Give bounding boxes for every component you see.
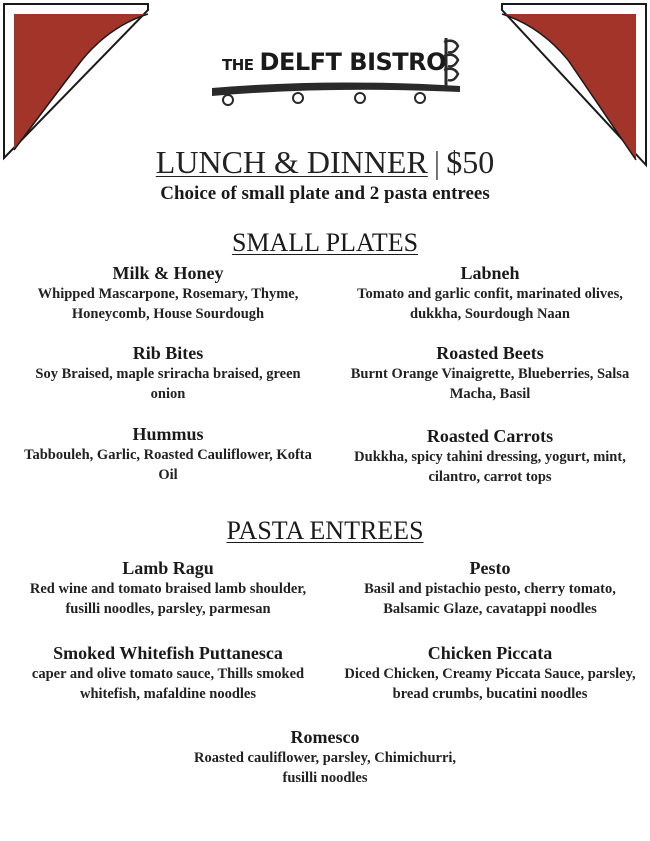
- item-name: Milk & Honey: [112, 263, 224, 283]
- menu-item-milk-honey: [18, 262, 318, 324]
- menu-item-hummus: [18, 423, 318, 485]
- item-description: Whipped Mascarpone, Rosemary, Thyme, Honeycomb, House Sourdough: [37, 286, 299, 322]
- item-description: caper and olive tomato sauce, Thills smoked whitefish, mafaldine noodles: [31, 666, 305, 702]
- item-description: Burnt Orange Vinaigrette, Blueberries, Salsa Macha, Basil: [350, 366, 630, 402]
- menu-item-rib-bites: [18, 342, 318, 404]
- bistro-logo: [210, 28, 470, 114]
- menu-item-roasted-beets: [340, 342, 640, 404]
- small-plates-heading: SMALL PLATES: [231, 228, 419, 257]
- item-name: Lamb Ragu: [122, 558, 214, 578]
- item-description: Basil and pistachio pesto, cherry tomato, Balsamic Glaze, cavatappi noodles: [364, 581, 616, 617]
- menu-item-pesto: [340, 557, 640, 619]
- item-name: Hummus: [132, 424, 204, 444]
- menu-item-chicken-piccata: [340, 642, 640, 704]
- menu-title: [0, 144, 650, 181]
- item-name: Roasted Carrots: [426, 426, 554, 446]
- item-name: Romesco: [290, 727, 360, 747]
- title-separator: |: [433, 144, 441, 180]
- menu-subtitle: Choice of small plate and 2 pasta entrees: [160, 183, 490, 204]
- curtain-left-decoration: [0, 0, 150, 165]
- item-description: Dukkha, spicy tahini dressing, yogurt, mint, cilantro, carrot tops: [354, 449, 626, 485]
- logo-wordmark: [222, 48, 446, 76]
- item-name: Pesto: [469, 558, 511, 578]
- menu-item-smoked-whitefish: [18, 642, 318, 704]
- item-name: Roasted Beets: [436, 343, 544, 363]
- menu-item-lamb-ragu: [18, 557, 318, 619]
- item-name: Smoked Whitefish Puttanesca: [53, 643, 283, 663]
- item-description: Red wine and tomato braised lamb shoulder, fusilli noodles, parsley, parmesan: [29, 581, 307, 617]
- item-name: Rib Bites: [132, 343, 204, 363]
- item-description: Tabbouleh, Garlic, Roasted Cauliflower, Kofta Oil: [24, 447, 312, 483]
- item-name: Chicken Piccata: [427, 643, 553, 663]
- item-description: Diced Chicken, Creamy Piccata Sauce, parsley, bread crumbs, bucatini noodles: [344, 666, 636, 702]
- item-description: Tomato and garlic confit, marinated olives, dukkha, Sourdough Naan: [357, 286, 623, 322]
- logo-name: DELFT BISTRO: [259, 48, 447, 76]
- pasta-entrees-heading: PASTA ENTREES: [226, 516, 424, 545]
- item-description: Soy Braised, maple sriracha braised, green onion: [35, 366, 301, 402]
- menu-item-labneh: [340, 262, 640, 324]
- menu-item-romesco: [175, 726, 475, 788]
- item-description: Roasted cauliflower, parsley, Chimichurri, fusilli noodles: [193, 750, 457, 786]
- menu-item-roasted-carrots: [340, 425, 640, 487]
- logo-the: THE: [222, 56, 254, 74]
- menu-price: $50: [446, 144, 495, 180]
- menu-title-text: LUNCH & DINNER: [155, 144, 428, 180]
- item-name: Labneh: [460, 263, 520, 283]
